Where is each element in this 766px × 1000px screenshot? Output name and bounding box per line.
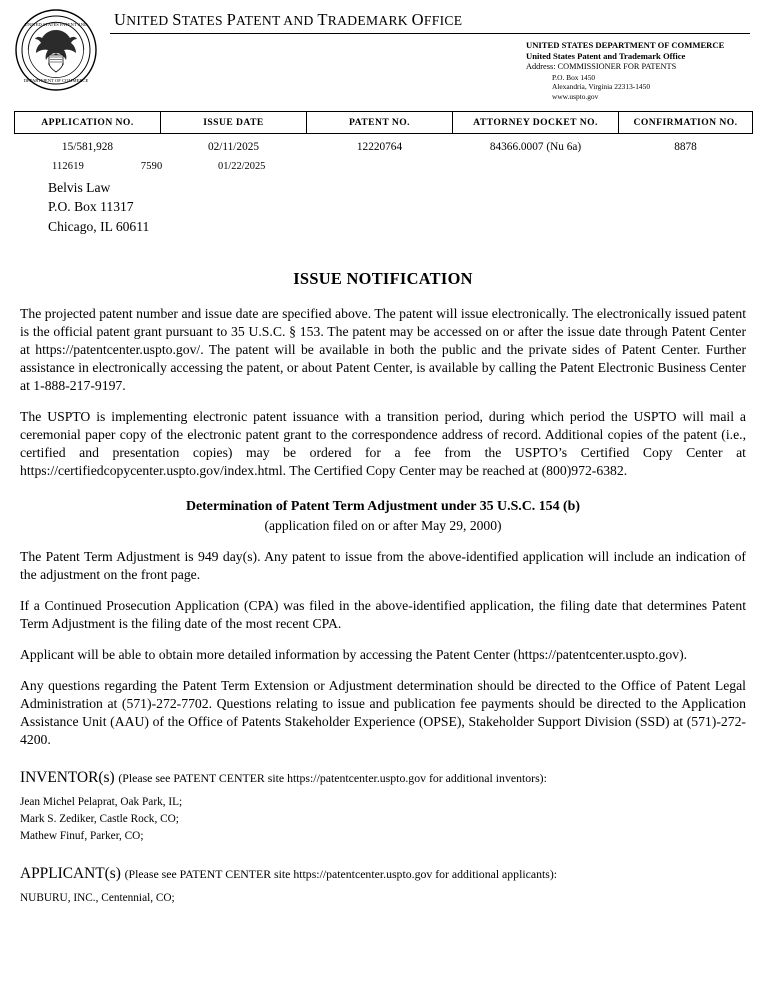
commerce-line-4: P.O. Box 1450 xyxy=(552,72,596,82)
table-header-row xyxy=(15,112,753,134)
applicants-list xyxy=(20,890,746,907)
paragraph-electronic-issuance: The projected patent number and issue date are specified above. The patent will issue electronically. The electronically issued patent is the official patent grant pursuant to 35 U.S.C. § 153. The patent may be accessed on or after the issue date through Patent Center at https://patentcenter.uspto.gov/. The patent will be available in both the public and the private sides of Patent Center. Further assistance in electronically accessing the patent, or about Patent Center, is available by calling the Patent Electronic Business Center at 1-888-217-9197. xyxy=(20,306,746,393)
paragraph-pta-days: The Patent Term Adjustment is 949 day(s). Any patent to issue from the above-identified application will include an indication of the adjustment on the front page. xyxy=(20,549,746,583)
paragraph-questions: Any questions regarding the Patent Term Extension or Adjustment determination should be directed to the Office of Patent Legal Administration at (571)-272-7702. Questions relating to issue and publication fee payments should be directed to the Application Assistance Unit (AAU) of the Office of Patents Stakeholder Experience (OPSE), Stakeholder Support Division (SSD) at (571)-272-4200. xyxy=(20,678,746,747)
cell-attorney-docket-no: 84366.0007 (Nu 6a) xyxy=(489,141,582,154)
office-title-segment: O xyxy=(411,10,424,29)
customer-number-row xyxy=(52,161,162,172)
commerce-address-block xyxy=(526,40,750,101)
customer-number: 112619 xyxy=(52,161,84,173)
applicants-label: APPLICANT(s) xyxy=(20,864,121,882)
inventors-label: INVENTOR(s) xyxy=(20,768,115,786)
office-title-segment: TATES xyxy=(181,13,227,28)
commerce-line-3: Address: COMMISSIONER FOR PATENTS xyxy=(526,62,677,71)
correspondence-address-lines xyxy=(48,178,149,236)
commerce-line-6: www.uspto.gov xyxy=(552,91,599,101)
document-body xyxy=(0,269,766,907)
office-title-segment: P xyxy=(226,10,237,29)
header-titles xyxy=(98,8,750,101)
paragraph-patent-center: Applicant will be able to obtain more detailed information by accessing the Patent Center (https://patentcenter.uspto.gov). xyxy=(20,647,688,663)
paragraph-ceremonial-copy: The USPTO is implementing electronic patent issuance with a transition period, during which period the USPTO will mail a ceremonial paper copy of the electronic patent grant to the correspondence address of record. Additional copies of the patent (i.e., certified and presentation copies) may be ordered for a fee from the USPTO’s Certified Copy Center at https://certifiedcopycenter.uspto.gov/index.html. The Certified Copy Center may be reached at (800)972-6382. xyxy=(20,408,746,478)
commerce-line-5: Alexandria, Virginia 22313-1450 xyxy=(552,82,651,92)
commerce-line-1: UNITED STATES DEPARTMENT OF COMMERCE xyxy=(526,40,725,50)
office-title-segment: U xyxy=(114,10,127,29)
column-header-application-no: APPLICATION NO. xyxy=(15,112,161,134)
office-title xyxy=(102,8,750,30)
svg-text:DEPARTMENT OF COMMERCE: DEPARTMENT OF COMMERCE xyxy=(23,78,89,83)
list-item: Mark S. Zediker, Castle Rock, CO; xyxy=(20,812,179,825)
mail-date: 01/22/2025 xyxy=(218,161,266,173)
inventors-heading xyxy=(20,769,746,787)
office-title-segment: RADEMARK xyxy=(327,13,412,28)
inventors-list xyxy=(20,794,746,845)
svg-text:UNITED STATES PATENT AND: UNITED STATES PATENT AND xyxy=(24,22,88,27)
applicants-heading xyxy=(20,865,746,883)
address-line-1: Belvis Law xyxy=(48,180,111,196)
office-title-segment: FFICE xyxy=(423,13,463,28)
office-title-segment: S xyxy=(172,10,182,29)
page-title: ISSUE NOTIFICATION xyxy=(293,269,473,289)
correspondence-address-block xyxy=(0,161,766,247)
office-title-segment: ATENT AND xyxy=(236,13,318,28)
applicants-note: (Please see PATENT CENTER site https://patentcenter.uspto.gov for additional applicants): xyxy=(124,866,558,881)
table-row xyxy=(15,134,753,156)
address-line-2: P.O. Box 11317 xyxy=(48,199,134,215)
paragraph-cpa: If a Continued Prosecution Application (CPA) was filed in the above-identified application, the filing date that determines Patent Term Adjustment is the filing date of the most recent CPA. xyxy=(20,598,746,632)
uspto-seal-icon xyxy=(14,8,98,92)
header-divider xyxy=(110,33,750,34)
list-item: Mathew Finuf, Parker, CO; xyxy=(20,829,144,842)
inventors-note: (Please see PATENT CENTER site https://patentcenter.uspto.gov for additional inventors): xyxy=(118,770,547,785)
column-header-confirmation-no: CONFIRMATION NO. xyxy=(619,112,753,134)
cell-issue-date: 02/11/2025 xyxy=(207,141,260,154)
cell-application-no: 15/581,928 xyxy=(61,141,114,154)
column-header-patent-no: PATENT NO. xyxy=(307,112,453,134)
cell-confirmation-no: 8878 xyxy=(674,141,697,154)
document-header xyxy=(0,0,766,101)
column-header-issue-date: ISSUE DATE xyxy=(161,112,307,134)
list-item: Jean Michel Pelaprat, Oak Park, IL; xyxy=(20,795,183,808)
printer-code: 7590 xyxy=(140,161,163,173)
address-line-3: Chicago, IL 60611 xyxy=(48,218,150,234)
commerce-line-2: United States Patent and Trademark Office xyxy=(526,51,686,61)
office-title-segment: T xyxy=(317,10,328,29)
grant-info-table xyxy=(14,111,753,155)
pta-heading: Determination of Patent Term Adjustment under 35 U.S.C. 154 (b) xyxy=(185,499,581,515)
grant-info-table-wrapper xyxy=(14,111,752,155)
list-item: NUBURU, INC., Centennial, CO; xyxy=(20,891,175,904)
office-title-segment: NITED xyxy=(126,13,173,28)
cell-patent-no: 12220764 xyxy=(356,141,403,154)
pta-subheading: (application filed on or after May 29, 2000) xyxy=(264,518,502,534)
column-header-attorney-docket-no: ATTORNEY DOCKET NO. xyxy=(453,112,619,134)
